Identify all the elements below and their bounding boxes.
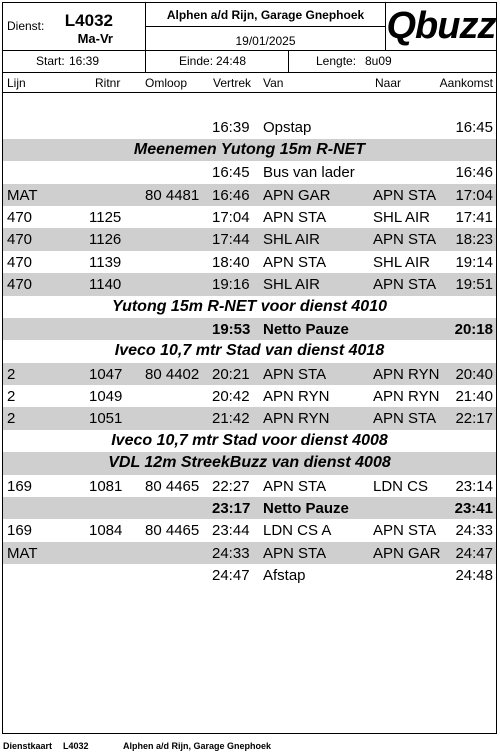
cell-lijn: MAT	[7, 186, 38, 204]
trip-row	[3, 385, 496, 407]
cell-lijn: 470	[7, 208, 33, 226]
cell-van: SHL AIR	[263, 231, 320, 249]
cell-ritnr: 1081	[89, 477, 123, 495]
einde-time: 24:48	[216, 54, 247, 68]
section-title-row: VDL 12m StreekBuzz van dienst 4008	[3, 452, 496, 474]
cell-van: Bus van lader	[263, 164, 355, 182]
pause-row	[3, 318, 496, 340]
trip-row	[3, 564, 496, 586]
cell-aankomst: 24:33	[455, 522, 493, 540]
cell-lijn: 470	[7, 231, 33, 249]
einde-label: Einde:	[179, 54, 214, 68]
footer-dienst: L4032	[63, 741, 89, 751]
cell-omloop: 80 4465	[145, 477, 200, 495]
trip-row	[3, 228, 496, 250]
cell-van: APN STA	[263, 208, 327, 226]
cell-aankomst: 17:41	[455, 208, 493, 226]
trip-row	[3, 161, 496, 183]
trip-row	[3, 251, 496, 273]
cell-lijn: 169	[7, 477, 33, 495]
cell-aankomst: 19:51	[455, 276, 493, 294]
start-cell	[3, 51, 146, 72]
pause-row	[3, 497, 496, 519]
footer-label: Dienstkaart	[3, 741, 53, 751]
cell-vertrek: 23:44	[212, 522, 250, 540]
cell-lijn: 2	[7, 365, 16, 383]
cell-ritnr: 1049	[89, 388, 123, 406]
cell-lijn: 2	[7, 410, 16, 428]
cell-omloop: 80 4481	[145, 186, 200, 204]
cell-ritnr: 1047	[89, 365, 123, 383]
cell-van: SHL AIR	[263, 276, 320, 294]
cell-omloop: 80 4465	[145, 522, 200, 540]
cell-naar: APN RYN	[373, 388, 440, 406]
cell-vertrek: 16:39	[212, 119, 250, 137]
lengte-value: 8u09	[365, 54, 392, 68]
cell-aankomst: 22:17	[455, 410, 493, 428]
lengte-cell	[289, 51, 496, 72]
cell-lijn: MAT	[7, 544, 38, 562]
cell-aankomst: 24:48	[455, 567, 493, 585]
trip-row	[3, 273, 496, 295]
cell-van: APN STA	[263, 253, 327, 271]
cell-naar: APN STA	[373, 410, 437, 428]
trip-row	[3, 475, 496, 497]
cell-van: APN STA	[263, 544, 327, 562]
col-omloop: Omloop	[145, 76, 188, 90]
cell-aankomst: 16:45	[455, 119, 493, 137]
dienst-label: Dienst:	[7, 19, 45, 33]
cell-naar: SHL AIR	[373, 208, 430, 226]
service-date: 19/01/2025	[146, 27, 385, 51]
cell-van: APN STA	[263, 365, 327, 383]
cell-ritnr: 1139	[89, 253, 122, 271]
cell-aankomst: 18:23	[455, 231, 493, 249]
col-ritnr: Ritnr	[95, 76, 121, 90]
cell-naar: APN STA	[373, 522, 437, 540]
cell-omloop: 80 4402	[145, 365, 200, 383]
pause-end: 20:18	[454, 320, 493, 338]
cell-aankomst: 21:40	[455, 388, 493, 406]
pause-label: Netto Pauze	[263, 500, 349, 518]
cell-aankomst: 23:14	[455, 477, 493, 495]
cell-lijn: 470	[7, 276, 33, 294]
trip-row	[3, 542, 496, 564]
spacer-row	[3, 94, 496, 116]
trip-row	[3, 519, 496, 541]
col-van: Van	[263, 76, 284, 90]
cell-naar: APN STA	[373, 186, 437, 204]
cell-van: Opstap	[263, 119, 312, 137]
cell-vertrek: 19:16	[212, 276, 250, 294]
cell-ritnr: 1140	[89, 276, 122, 294]
cell-aankomst: 16:46	[455, 164, 493, 182]
cell-van: APN GAR	[263, 186, 331, 204]
cell-naar: APN RYN	[373, 365, 440, 383]
schedule-table	[3, 94, 496, 587]
cell-vertrek: 17:04	[212, 208, 250, 226]
cell-ritnr: 1051	[89, 410, 123, 428]
dienst-number: L4032	[64, 11, 113, 30]
cell-van: APN RYN	[263, 410, 330, 428]
trip-row	[3, 407, 496, 429]
cell-van: LDN CS A	[263, 522, 332, 540]
pause-start: 19:53	[212, 320, 251, 338]
cell-vertrek: 20:21	[212, 365, 250, 383]
col-naar: Naar	[375, 76, 402, 90]
cell-vertrek: 17:44	[212, 231, 250, 249]
col-vertrek: Vertrek	[213, 76, 252, 90]
section-title-row: Iveco 10,7 mtr Stad voor dienst 4008	[111, 431, 388, 449]
cell-aankomst: 17:04	[455, 186, 493, 204]
cell-ritnr: 1084	[89, 522, 123, 540]
cell-vertrek: 16:45	[212, 164, 250, 182]
start-label: Start:	[36, 54, 65, 68]
cell-naar: LDN CS	[373, 477, 429, 495]
column-header-row	[3, 73, 496, 93]
col-lijn: Lijn	[7, 76, 26, 90]
cell-vertrek: 16:46	[212, 186, 250, 204]
lengte-label: Lengte:	[316, 54, 357, 68]
cell-ritnr: 1126	[89, 231, 122, 249]
times-row	[3, 51, 496, 73]
cell-aankomst: 20:40	[455, 365, 493, 383]
cell-vertrek: 24:47	[212, 567, 250, 585]
col-aankomst: Aankomst	[439, 76, 493, 90]
trip-row	[3, 116, 496, 138]
cell-vertrek: 21:42	[212, 410, 250, 428]
cell-lijn: 470	[7, 253, 33, 271]
dienst-box	[3, 3, 146, 51]
garage-name: Alphen a/d Rijn, Garage Gnephoek	[146, 3, 385, 27]
pause-start: 23:17	[212, 500, 251, 518]
trip-row	[3, 363, 496, 385]
cell-naar: APN STA	[373, 276, 437, 294]
cell-naar: SHL AIR	[373, 253, 430, 271]
einde-cell	[146, 51, 289, 72]
trip-row	[3, 184, 496, 206]
pause-end: 23:41	[454, 500, 493, 518]
cell-ritnr: 1125	[89, 208, 122, 226]
garage-box	[146, 3, 386, 51]
start-time: 16:39	[69, 54, 100, 68]
cell-van: APN RYN	[263, 388, 330, 406]
cell-vertrek: 24:33	[212, 544, 250, 562]
footer-garage: Alphen a/d Rijn, Garage Gnephoek	[123, 741, 272, 751]
section-title-row: Iveco 10,7 mtr Stad van dienst 4018	[114, 342, 385, 360]
cell-van: APN STA	[263, 477, 327, 495]
cell-naar: APN GAR	[373, 544, 441, 562]
section-title-row: Meenemen Yutong 15m R-NET	[3, 139, 496, 161]
dienstkaart-card	[2, 2, 497, 734]
cell-naar: APN STA	[373, 231, 437, 249]
qbuzz-logo: Qbuzz	[386, 3, 496, 51]
dienst-days: Ma-Vr	[77, 31, 113, 46]
cell-aankomst: 19:14	[455, 253, 493, 271]
cell-vertrek: 18:40	[212, 253, 250, 271]
cell-van: Afstap	[263, 567, 306, 585]
cell-vertrek: 22:27	[212, 477, 250, 495]
trip-row	[3, 206, 496, 228]
cell-vertrek: 20:42	[212, 388, 250, 406]
section-title-row: Yutong 15m R-NET voor dienst 4010	[111, 297, 387, 315]
pause-label: Netto Pauze	[263, 320, 349, 338]
cell-lijn: 169	[7, 522, 33, 540]
cell-lijn: 2	[7, 388, 16, 406]
cell-aankomst: 24:47	[455, 544, 493, 562]
